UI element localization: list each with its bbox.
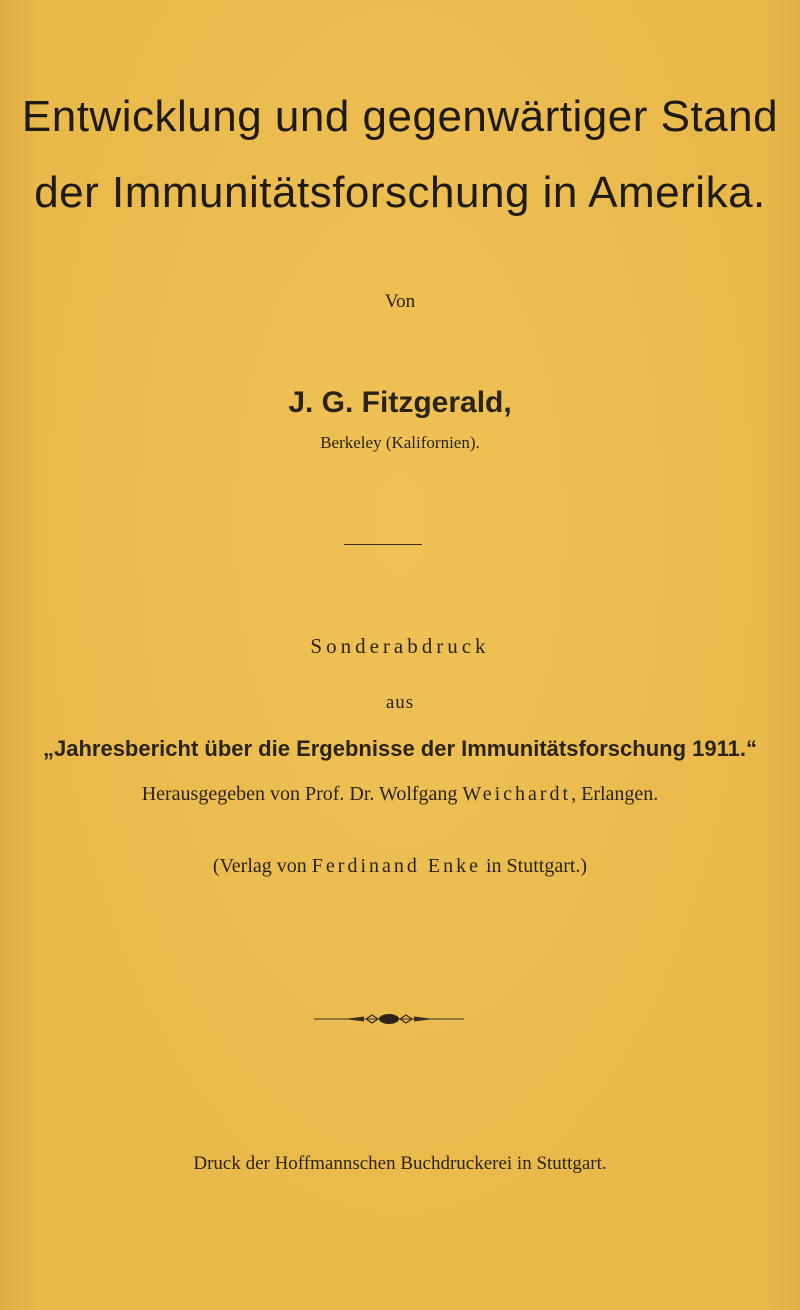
aus-label: aus	[385, 692, 415, 713]
publisher-prefix: (Verlag von	[212, 855, 312, 877]
publisher-name: Ferdinand Enke	[311, 855, 481, 877]
printer-line: Druck der Hoffmannschen Buchdruckerei in Stuttgart.	[193, 1153, 607, 1174]
ornament-divider	[314, 1012, 464, 1026]
editor-name: Weichardt	[462, 783, 572, 805]
editor-prefix: Herausgegeben von Prof. Dr. Wolfgang	[141, 783, 463, 805]
editor-suffix: , Erlangen.	[571, 783, 659, 805]
publisher-line	[0, 855, 800, 878]
source-title: „Jahresbericht über die Ergebnisse der Immunitätsforschung 1911.“	[42, 736, 757, 761]
author-name: J. G. Fitzgerald,	[288, 386, 512, 419]
author-affiliation: Berkeley (Kalifornien).	[320, 433, 480, 452]
publisher-suffix: in Stuttgart.)	[480, 855, 588, 877]
sonderabdruck-label: Sonderabdruck	[310, 634, 490, 658]
editor-line	[0, 783, 800, 806]
title-line-2: der Immunitätsforschung in Amerika.	[34, 168, 766, 217]
title-line-1: Entwicklung und gegenwärtiger Stand	[21, 92, 779, 141]
divider-rule	[344, 544, 422, 545]
byline-von: Von	[384, 291, 416, 312]
